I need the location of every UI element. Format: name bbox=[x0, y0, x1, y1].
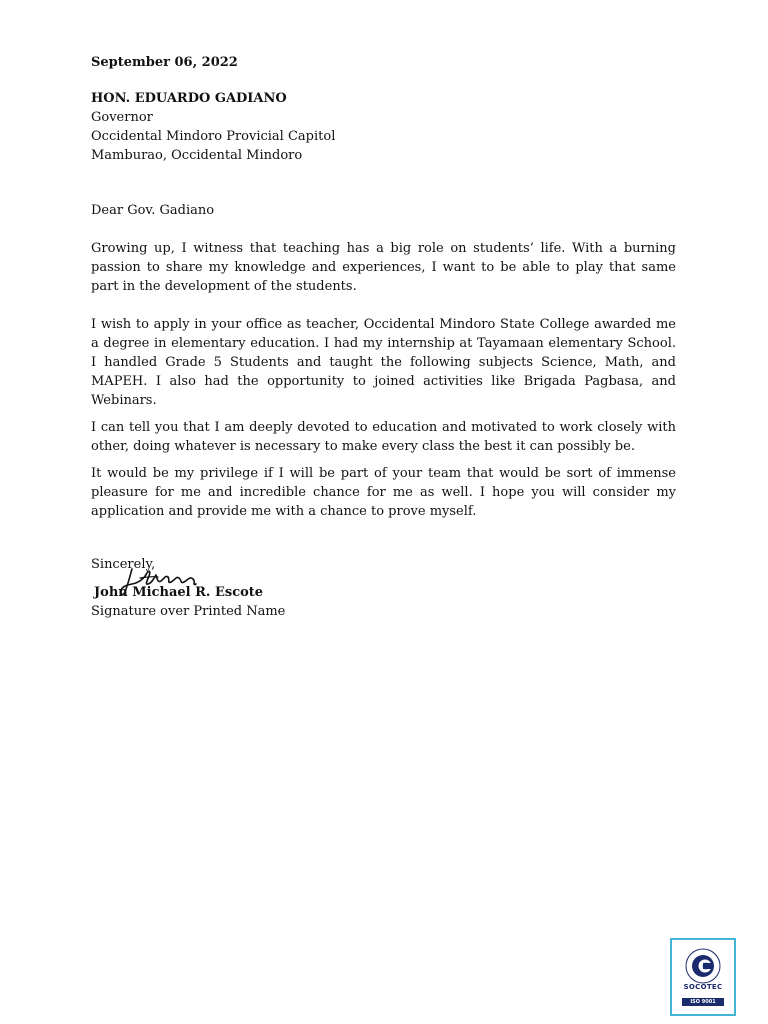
recipient-address-block bbox=[91, 89, 335, 165]
body-paragraph-1: Growing up, I witness that teaching has a big role on students’ life. With a burning passion to share my knowledge and experiences, I want to be able to play that same part in the development of the students. bbox=[91, 241, 676, 294]
recipient-address: Mamburao, Occidental Mindoro bbox=[91, 148, 303, 163]
logo-brand-text: SOCOTEC bbox=[683, 983, 723, 991]
body-paragraph-2: I wish to apply in your office as teacher, Occidental Mindoro State College awarded me a degree in elementary education. I had my internship at Tayamaan elementary School. I handled Grade 5 Students and taught the following subjects Science, Math, and MAPEH. I also had the opportunity to joined activities like Brigada Pagbasa, and Webinars. bbox=[91, 317, 676, 408]
letter-date: September 06, 2022 bbox=[91, 55, 238, 70]
body-paragraph-4: It would be my privilege if I will be part of your team that would be sort of immense pleasure for me and incredible chance for me as well. I hope you will consider my application and provide me with a chance to prove myself. bbox=[91, 466, 676, 519]
logo-standard-text: ISO 9001 bbox=[682, 998, 724, 1006]
recipient-office: Occidental Mindoro Provicial Capitol bbox=[91, 129, 336, 144]
salutation: Dear Gov. Gadiano bbox=[91, 203, 215, 218]
closing: Sincerely, bbox=[91, 557, 156, 572]
signature-caption: Signature over Printed Name bbox=[91, 604, 286, 619]
body-paragraph-3: I can tell you that I am deeply devoted to education and motivated to work closely with other, doing whatever is necessary to make every class the best it can possibly be. bbox=[91, 420, 676, 454]
socotec-iso-certification-logo bbox=[670, 938, 736, 1016]
recipient-name: HON. EDUARDO GADIANO bbox=[91, 91, 287, 106]
signer-printed-name: John Michael R. Escote bbox=[94, 585, 264, 600]
recipient-title: Governor bbox=[91, 110, 153, 125]
